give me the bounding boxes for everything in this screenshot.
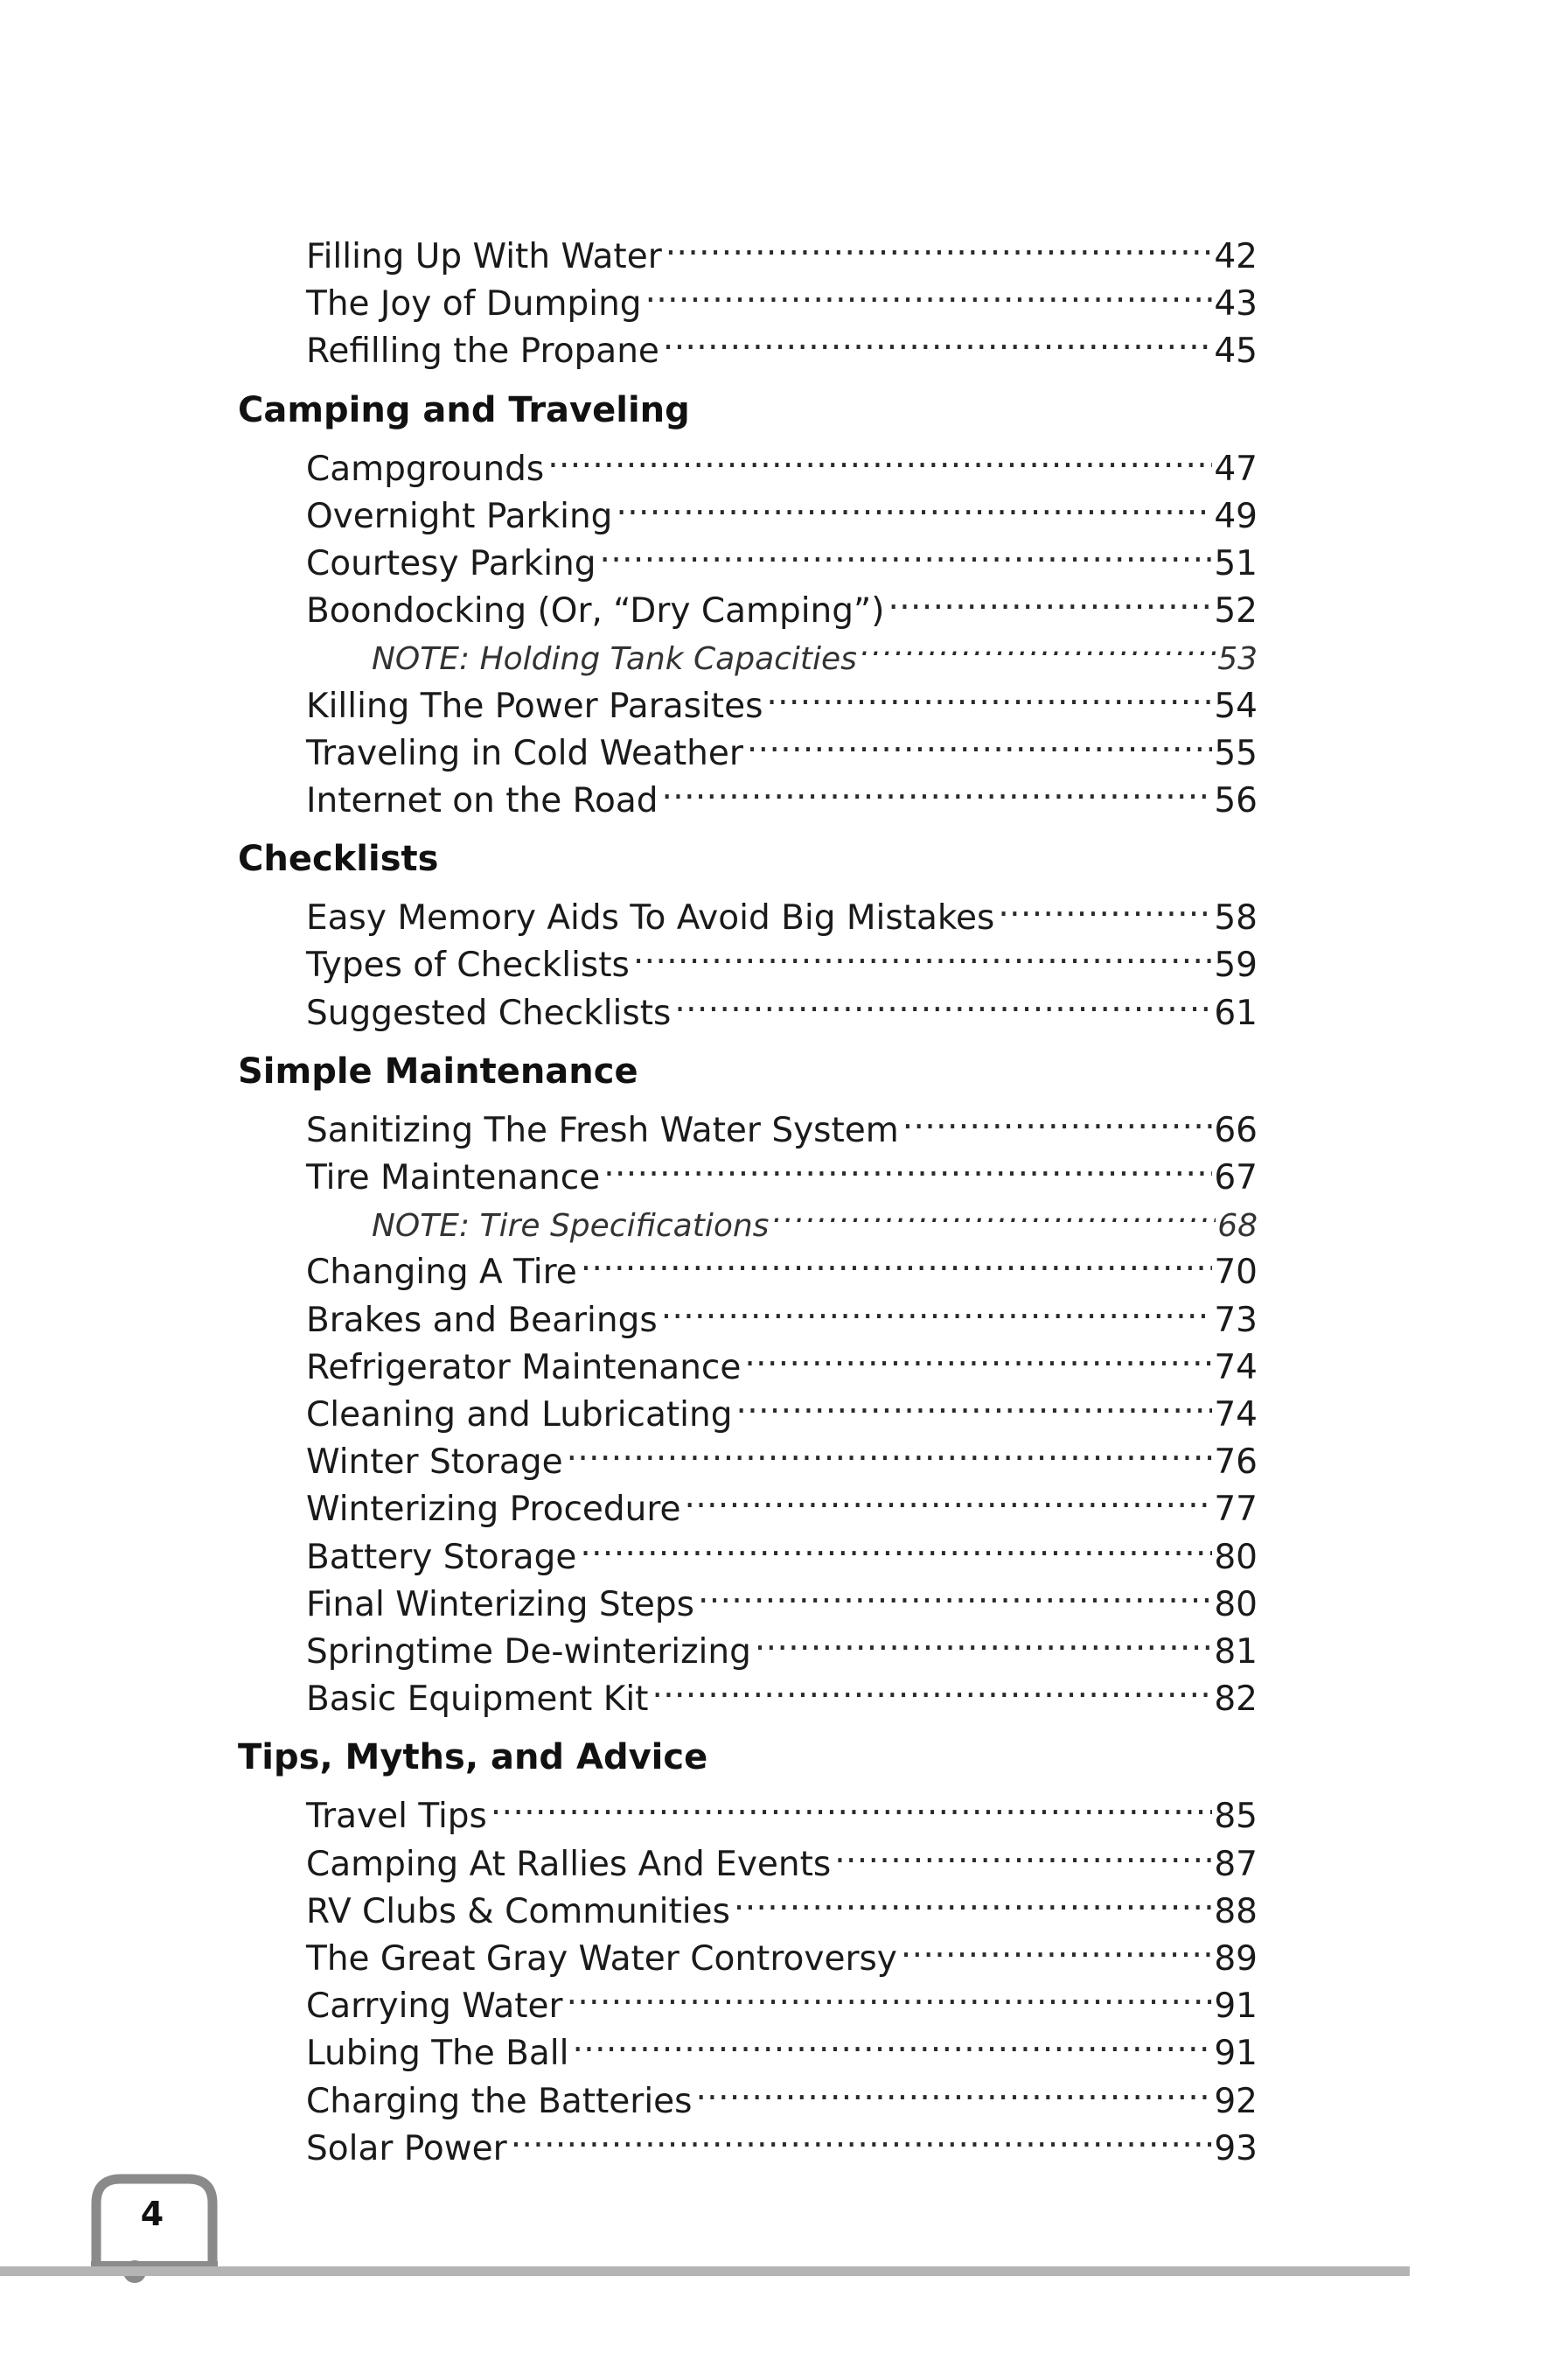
toc-entry-title: Winterizing Procedure [306, 1490, 681, 1530]
toc-section-heading[interactable]: Simple Maintenance [238, 1051, 638, 1092]
toc-entry-title: Types of Checklists [306, 946, 630, 986]
toc-entry[interactable] [306, 1426, 1258, 1483]
toc-entry-page: 68 [1217, 1208, 1258, 1245]
toc-dot-leader [663, 315, 1212, 362]
toc-section-heading[interactable]: Tips, Myths, and Advice [238, 1737, 708, 1778]
toc-entry-title: Lubing The Ball [306, 2034, 569, 2074]
toc-entry-page: 67 [1214, 1158, 1258, 1197]
toc-dot-leader [747, 717, 1212, 765]
toc-dot-leader [834, 1828, 1212, 1875]
toc-entry-page: 53 [1217, 641, 1258, 678]
toc-entry-title: Easy Memory Aids To Avoid Big Mistakes [306, 898, 995, 939]
toc-entry-title: Traveling in Cold Weather [306, 733, 743, 773]
toc-entry-page: 91 [1214, 1986, 1258, 2027]
toc-entry[interactable] [306, 929, 1258, 986]
toc-dot-leader [581, 1236, 1213, 1283]
toc-dot-leader [616, 480, 1212, 527]
toc-dot-leader [734, 1875, 1212, 1923]
toc-entry-title: Winter Storage [306, 1442, 563, 1483]
toc-entry[interactable] [306, 220, 1258, 276]
toc-entry-page: 55 [1214, 733, 1258, 773]
toc-entry[interactable] [306, 1568, 1258, 1624]
toc-dot-leader [674, 977, 1212, 1024]
toc-entry-title: Courtesy Parking [306, 544, 596, 583]
toc-entry-page: 80 [1214, 1584, 1258, 1624]
toc-entry-title: Travel Tips [306, 1797, 487, 1837]
toc-dot-leader [901, 1923, 1212, 1970]
toc-entry-page: 88 [1214, 1891, 1258, 1931]
toc-dot-leader [572, 2017, 1212, 2064]
toc-dot-leader [580, 1521, 1212, 1568]
toc-dot-leader [698, 1568, 1212, 1616]
toc-entry-page: 93 [1214, 2128, 1258, 2168]
toc-dot-leader [567, 1426, 1213, 1473]
toc-entry-page: 45 [1214, 332, 1258, 372]
toc-entry-page: 58 [1214, 898, 1258, 939]
toc-dot-leader [511, 2112, 1213, 2160]
toc-entry[interactable] [306, 1616, 1258, 1672]
toc-entry[interactable] [306, 2065, 1258, 2121]
toc-entry[interactable] [306, 1923, 1258, 1979]
toc-entry-page: 85 [1214, 1797, 1258, 1837]
toc-entry[interactable] [306, 2017, 1258, 2074]
toc-entry-title: Killing The Power Parasites [306, 686, 763, 726]
toc-dot-leader [998, 882, 1212, 929]
toc-entry[interactable] [306, 480, 1258, 536]
toc-entry[interactable] [306, 1284, 1258, 1340]
toc-entry-title: Battery Storage [306, 1537, 577, 1577]
toc-entry[interactable] [306, 2112, 1258, 2168]
toc-entry[interactable] [306, 1828, 1258, 1884]
toc-entry-title: Camping At Rallies And Events [306, 1844, 832, 1884]
toc-entry-page: 81 [1214, 1632, 1258, 1672]
toc-entry-title: Carrying Water [306, 1986, 563, 2027]
toc-entry[interactable] [306, 315, 1258, 372]
toc-entry[interactable] [306, 1875, 1258, 1931]
toc-entry-page: 74 [1214, 1395, 1258, 1435]
toc-note-entry[interactable] [372, 622, 1258, 678]
toc-section-heading[interactable]: Camping and Traveling [238, 389, 690, 430]
toc-entry-title: Campgrounds [306, 449, 545, 489]
toc-dot-leader [735, 1379, 1212, 1426]
toc-entry[interactable] [306, 717, 1258, 773]
toc-entry-page: 73 [1214, 1300, 1258, 1340]
toc-entry-title: RV Clubs & Communities [306, 1891, 730, 1931]
toc-dot-leader [772, 1189, 1216, 1236]
toc-note-entry[interactable] [372, 1189, 1258, 1245]
toc-dot-leader [661, 1284, 1213, 1331]
toc-entry-title: Springtime De-winterizing [306, 1632, 751, 1672]
toc-entry[interactable] [306, 575, 1258, 632]
toc-entry-page: 91 [1214, 2034, 1258, 2074]
toc-entry-title: Sanitizing The Fresh Water System [306, 1110, 899, 1150]
toc-dot-leader [547, 433, 1212, 480]
toc-entry-title: The Great Gray Water Controversy [306, 1939, 897, 1979]
toc-entry-page: 47 [1214, 449, 1258, 489]
toc-entry[interactable] [306, 765, 1258, 820]
toc-dot-leader [567, 1970, 1213, 2017]
toc-entry-title: Boondocking (Or, “Dry Camping”) [306, 591, 885, 632]
toc-entry-page: 74 [1214, 1347, 1258, 1387]
toc-entry[interactable] [306, 977, 1258, 1033]
toc-entry[interactable] [306, 268, 1258, 325]
toc-entry[interactable] [306, 1780, 1258, 1837]
toc-entry-title: Refilling the Propane [306, 332, 659, 372]
toc-entry-title: The Joy of Dumping [306, 284, 642, 325]
toc-entry-page: 61 [1214, 993, 1258, 1033]
toc-entry-title: Refrigerator Maintenance [306, 1347, 742, 1387]
toc-entry-title: Solar Power [306, 2128, 507, 2168]
toc-entry[interactable] [306, 882, 1258, 939]
toc-entry-page: 51 [1214, 544, 1258, 583]
toc-entry[interactable] [306, 1663, 1258, 1720]
toc-dot-leader [695, 2065, 1212, 2112]
toc-entry-title: Final Winterizing Steps [306, 1584, 694, 1624]
toc-dot-leader [645, 268, 1213, 315]
toc-entry[interactable] [306, 433, 1258, 489]
toc-entry[interactable] [306, 1331, 1258, 1387]
toc-entry[interactable] [306, 670, 1258, 726]
footer-rule [0, 2266, 1410, 2276]
toc-entry-page: 42 [1214, 237, 1258, 276]
toc-entry-page: 56 [1214, 781, 1258, 820]
toc-entry-title: Brakes and Bearings [306, 1300, 658, 1340]
toc-entry-page: 43 [1214, 284, 1258, 325]
toc-entry-page: 49 [1214, 496, 1258, 536]
toc-dot-leader [662, 765, 1213, 812]
toc-entry[interactable] [306, 1473, 1258, 1530]
toc-entry[interactable] [306, 527, 1258, 583]
toc-dot-leader [491, 1780, 1212, 1827]
toc-dot-leader [603, 1142, 1212, 1189]
toc-entry-page: 54 [1214, 686, 1258, 726]
toc-entry-page: 80 [1214, 1537, 1258, 1577]
toc-entry-title: Changing A Tire [306, 1253, 577, 1293]
toc-dot-leader [666, 220, 1213, 268]
toc-dot-leader [755, 1616, 1213, 1663]
toc-entry-page: 82 [1214, 1679, 1258, 1720]
toc-entry-title: Internet on the Road [306, 781, 659, 820]
toc-entry-page: 66 [1214, 1110, 1258, 1150]
toc-entry-title: Tire Maintenance [306, 1158, 601, 1197]
toc-entry-page: 77 [1214, 1490, 1258, 1530]
toc-entry[interactable] [306, 1970, 1258, 2027]
toc-entry-title: Basic Equipment Kit [306, 1679, 649, 1720]
toc-entry-title: Charging the Batteries [306, 2081, 693, 2121]
toc-entry[interactable] [306, 1094, 1258, 1150]
toc-dot-leader [902, 1094, 1213, 1142]
toc-dot-leader [633, 929, 1213, 976]
toc-entry-title: Suggested Checklists [306, 993, 672, 1033]
toc-section-heading[interactable]: Checklists [238, 839, 439, 880]
page-number: 4 [140, 2195, 164, 2233]
toc-entry-title: NOTE: Holding Tank Capacities [372, 641, 857, 678]
toc-entry[interactable] [306, 1521, 1258, 1577]
toc-dot-leader [861, 622, 1216, 669]
toc-entry-page: 52 [1214, 591, 1258, 632]
toc-entry[interactable] [306, 1379, 1258, 1435]
toc-entry-page: 59 [1214, 946, 1258, 986]
toc-dot-leader [652, 1663, 1212, 1710]
toc-entry-title: Cleaning and Lubricating [306, 1395, 733, 1435]
toc-entry-page: 92 [1214, 2081, 1258, 2121]
toc-entry-page: 70 [1214, 1253, 1258, 1293]
toc-dot-leader [685, 1473, 1213, 1520]
toc-entry-page: 87 [1214, 1844, 1258, 1884]
toc-entry[interactable] [306, 1142, 1258, 1197]
toc-entry-page: 89 [1214, 1939, 1258, 1979]
toc-entry-title: NOTE: Tire Specifications [372, 1208, 770, 1245]
toc-dot-leader [888, 575, 1212, 622]
toc-entry-title: Filling Up With Water [306, 237, 662, 276]
toc-dot-leader [766, 670, 1212, 717]
toc-entry[interactable] [306, 1236, 1258, 1293]
toc-entry-page: 76 [1214, 1442, 1258, 1483]
toc-dot-leader [600, 527, 1213, 575]
toc-dot-leader [744, 1331, 1212, 1379]
toc-entry-title: Overnight Parking [306, 496, 613, 536]
